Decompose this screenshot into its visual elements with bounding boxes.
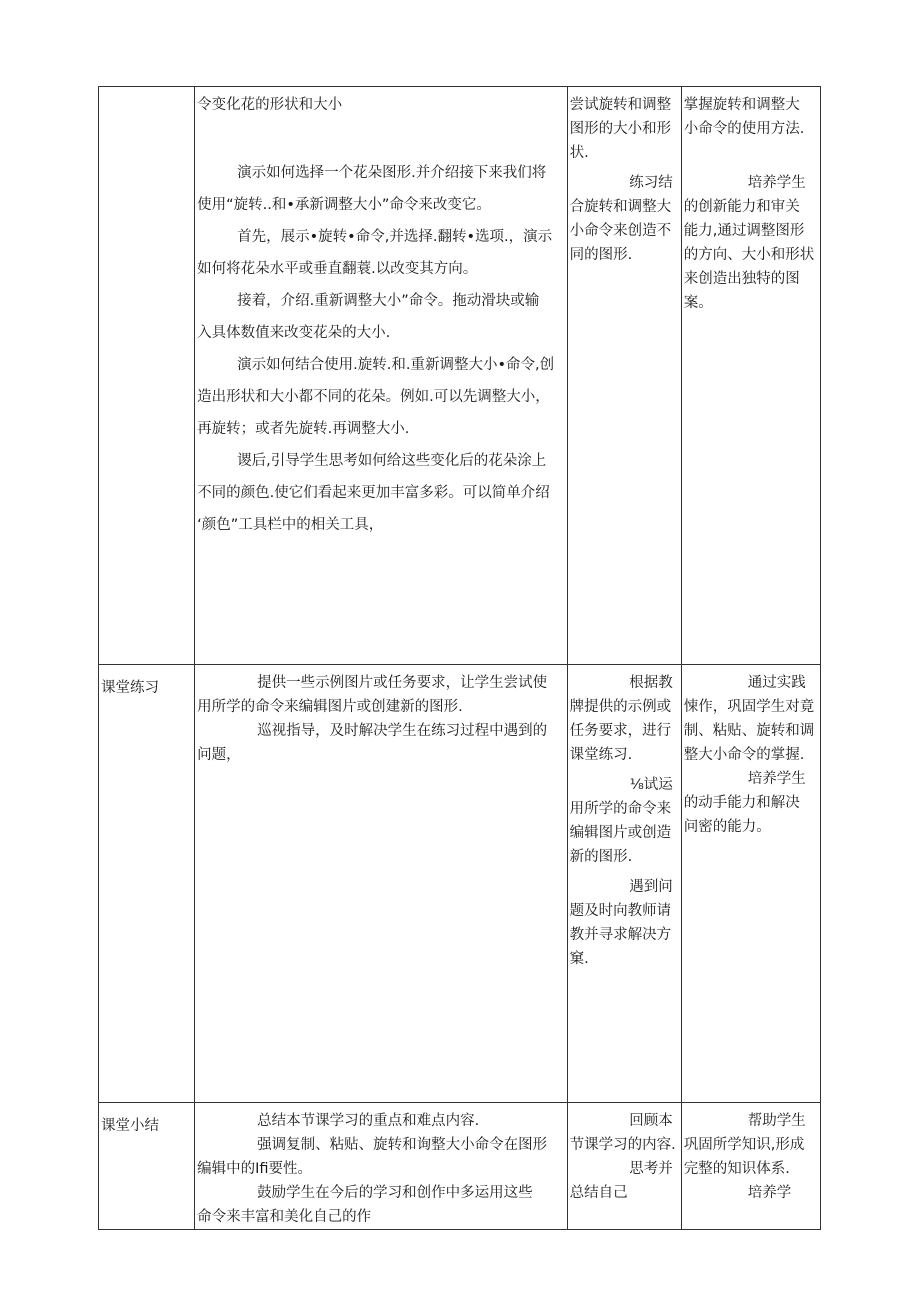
content-line: 入具体数值来改变花朵的大小. — [197, 325, 391, 341]
row-label — [99, 87, 194, 98]
content-line: 尝试旋转和调整 — [569, 97, 672, 113]
content-line: 令变化花的形状和大小 — [197, 97, 343, 113]
content-line: 演示如何选择一个花朵图形.并介绍接下来我们将 — [237, 165, 547, 181]
content-line: 能力,通过调整图形 — [683, 223, 805, 239]
content-line: 的创新能力和审关 — [683, 199, 800, 215]
content-line: 培养学 — [747, 1185, 792, 1201]
content-line: 图形的大小和形 — [569, 121, 672, 137]
content-line: 制、粘贴、旋转和调 — [683, 723, 815, 739]
content-line: 悚作，巩固学生对竟 — [683, 699, 815, 715]
content-line: 巩固所学知识,形成 — [683, 1137, 805, 1153]
content-line: 提供一些示例图片或任务要求，让学生尝试使 — [257, 675, 548, 691]
content-line: 培养学生 — [747, 175, 806, 191]
content-line: 造出形状和大小都不同的花朵。例如.可以先调整大小， — [197, 389, 550, 405]
teacher-activity-cell — [195, 1103, 568, 1230]
content-line: 问密的能力。 — [683, 819, 771, 835]
content-line: 节课学习的内容. — [569, 1137, 676, 1153]
teacher-activity-cell — [195, 87, 568, 665]
content-line: ‘颜色”工具栏中的相关工具， — [197, 517, 384, 533]
content-line: 编辑图片或创造 — [569, 825, 672, 841]
content-line: 总结自己 — [569, 1185, 628, 1201]
content-line: 用所学的命令来编辑图片或创建新的图形. — [197, 699, 463, 715]
content-line: 命令来丰富和美化自己的作 — [197, 1209, 372, 1225]
content-line: 通过实践 — [747, 675, 806, 691]
row-label-cell — [99, 665, 195, 1103]
content-line: 新的图形. — [569, 849, 633, 865]
content-line: 小命令来创造不 — [569, 223, 672, 239]
content-line: ⅛试运 — [629, 777, 673, 793]
content-line: 巡视指导，及时解决学生在练习过程中遇到的 — [257, 723, 548, 739]
content-line: 不同的颜色.使它们看起来更加丰富多彩。可以简单介绍 — [197, 485, 550, 501]
content-line: 课堂练习. — [569, 747, 633, 763]
content-line: 掌握旋转和调整大 — [683, 97, 800, 113]
row-label-cell — [99, 87, 195, 665]
table-row — [99, 87, 821, 665]
content-line: 小命令的使用方法. — [683, 121, 805, 137]
content-line: 任务要求，进行 — [569, 723, 672, 739]
content-line: 教并寻求解决方 — [569, 927, 672, 943]
content-line: 问题， — [197, 747, 241, 763]
content-line: 培养学生 — [747, 771, 806, 787]
student-activity-cell — [567, 87, 681, 665]
content-line: 使用“旋转..和•承新调整大小”命令来改变它。 — [197, 197, 491, 213]
content-line: 案。 — [683, 295, 713, 311]
content-line: 来创造出独特的图 — [683, 271, 800, 287]
content-line: 根据教 — [629, 675, 673, 691]
content-line: 帮助学生 — [747, 1113, 806, 1129]
design-purpose-cell — [681, 665, 820, 1103]
content-line: 谡后,引导学生思考如何给这些变化后的花朵涂上 — [237, 453, 547, 469]
design-purpose-cell — [681, 1103, 820, 1230]
content-line: 的动手能力和解决 — [683, 795, 800, 811]
content-line: 窠. — [569, 951, 589, 967]
content-line: 整大小命令的掌握. — [683, 747, 805, 763]
content-line: 如何将花朵水平或垂直翻蓑.以改变其方向。 — [197, 261, 478, 277]
content-line: 练习结 — [629, 175, 673, 191]
content-line: 编辑中的Ifi要性。 — [197, 1161, 313, 1177]
content-line: 遇到问 — [629, 879, 673, 895]
lesson-plan-table — [98, 86, 821, 1230]
content-line: 牌提供的示例或 — [569, 699, 672, 715]
table-row — [99, 665, 821, 1103]
row-label-cell — [99, 1103, 195, 1230]
content-line: 思考并 — [629, 1161, 673, 1177]
content-line: 再旋转；或者先旋转.再调整大小. — [197, 421, 410, 437]
content-line: 演示如何结合使用.旋转.和.重新调整大小•命令,创 — [237, 357, 555, 373]
content-line: 题及时向教师请 — [569, 903, 672, 919]
content-line: 接着，介绍.重新调整大小”命令。拖动滑块或输 — [237, 293, 540, 309]
content-line: 合旋转和调整大 — [569, 199, 672, 215]
content-line: 的方向、大小和形状 — [683, 247, 815, 263]
content-line: 回顾本 — [629, 1113, 673, 1129]
content-line: 状. — [569, 145, 589, 161]
table-row — [99, 1103, 821, 1230]
content-line: 总结本节课学习的重点和难点内容. — [257, 1113, 480, 1129]
row-label: 课堂练习 — [101, 680, 159, 696]
content-line: 首先，展示•旋转•命令,并选择.翻转•选项.，演示 — [237, 229, 553, 245]
row-label: 课堂小结 — [101, 1118, 159, 1134]
content-line: 同的图形. — [569, 247, 633, 263]
design-purpose-cell — [681, 87, 820, 665]
content-line: 强调复制、粘贴、旋转和询整大小命令在图形 — [257, 1137, 548, 1153]
student-activity-cell — [567, 665, 681, 1103]
teacher-activity-cell — [195, 665, 568, 1103]
content-line: 完整的知识体系. — [683, 1161, 790, 1177]
content-line: 鼓励学生在今后的学习和创作中多运用这些 — [257, 1185, 533, 1201]
student-activity-cell — [567, 1103, 681, 1230]
content-line: 用所学的命令来 — [569, 801, 672, 817]
